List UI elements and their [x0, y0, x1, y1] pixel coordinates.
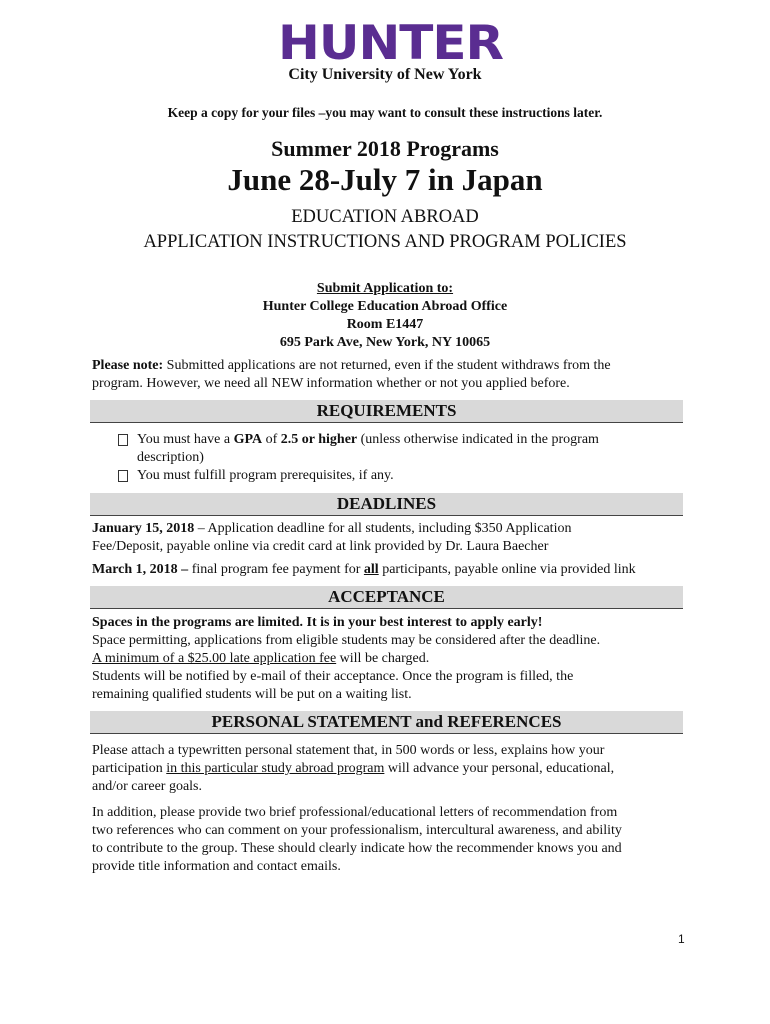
bullet-box-icon	[118, 470, 128, 482]
bullet-box-icon	[118, 434, 128, 446]
application-instructions-heading: APPLICATION INSTRUCTIONS AND PROGRAM POLICIES	[143, 232, 627, 252]
personal-statement-paragraph	[92, 742, 682, 796]
ps-line-2-post: will advance your personal, educational,	[384, 761, 615, 776]
ps-line-3: and/or career goals.	[92, 779, 202, 794]
ref-line-4: provide title information and contact emails.	[92, 859, 341, 874]
please-note-paragraph	[92, 357, 682, 393]
personal-statement-header: PERSONAL STATEMENT and REFERENCES	[90, 711, 683, 734]
deadline-2-text: final program fee payment for	[188, 562, 364, 577]
university-subtitle: City University of New York	[288, 66, 482, 83]
ref-line-3: to contribute to the group. These should clearly indicate how the recommender knows you and	[92, 841, 622, 856]
requirements-header: REQUIREMENTS	[90, 400, 683, 423]
acceptance-line-2: Space permitting, applications from eligible students may be considered after the deadline.	[92, 633, 601, 648]
deadline-1-text-2: Fee/Deposit, payable online via credit card at link provided by Dr. Laura Baecher	[92, 539, 549, 554]
deadline-2-text-post: participants, payable online via provided link	[378, 562, 636, 577]
hunter-logo: HUNTER	[278, 15, 504, 71]
late-fee-text: A minimum of a $25.00 late application fee	[92, 651, 337, 666]
submit-heading: Submit Application to:	[316, 281, 454, 296]
office-address: 695 Park Ave, New York, NY 10065	[279, 335, 491, 350]
deadline-2-all: all	[363, 562, 379, 577]
ps-line-2-underlined: in this particular study abroad program	[166, 761, 385, 776]
note-label: Please note:	[92, 358, 164, 373]
req-text: You must have a	[137, 432, 234, 447]
acceptance-line-4: Students will be notified by e-mail of their acceptance. Once the program is filled, the	[92, 669, 574, 684]
deadline-1-text: – Application deadline for all students, including $350 Application	[194, 521, 572, 536]
acceptance-bold-line: Spaces in the programs are limited. It is in your best interest to apply early!	[92, 615, 543, 630]
education-abroad-heading: EDUCATION ABROAD	[291, 207, 479, 227]
note-text-1: Submitted applications are not returned, even if the student withdraws from the	[163, 358, 611, 373]
requirement-prerequisites	[118, 467, 658, 485]
deadlines-header: DEADLINES	[90, 493, 683, 516]
req-text-post: (unless otherwise indicated in the program	[357, 432, 599, 447]
keep-copy-note: Keep a copy for your files –you may want to consult these instructions later.	[167, 105, 603, 120]
ps-line-2-pre: participation	[92, 761, 167, 776]
ref-line-1: In addition, please provide two brief professional/educational letters of recommendation from	[92, 805, 618, 820]
office-room: Room E1447	[346, 317, 424, 332]
acceptance-header: ACCEPTANCE	[90, 586, 683, 609]
late-fee-post: will be charged.	[336, 651, 430, 666]
deadline-2-date: March 1, 2018 –	[92, 562, 189, 577]
deadline-1-date: January 15, 2018	[92, 521, 195, 536]
deadline-january	[92, 520, 682, 556]
submit-address-block	[0, 280, 770, 352]
note-text-2: program. However, we need all NEW information whether or not you applied before.	[92, 376, 570, 391]
ref-line-2: two references who can comment on your professionalism, intercultural awareness, and ability	[92, 823, 622, 838]
req-gpa-value: 2.5 or higher	[280, 432, 358, 447]
requirement-gpa	[118, 431, 658, 467]
req-text-line2: description)	[137, 450, 204, 465]
references-paragraph	[92, 804, 682, 876]
program-season-title: Summer 2018 Programs	[271, 136, 499, 161]
req-of: of	[262, 432, 281, 447]
page-number: 1	[678, 932, 685, 946]
office-name: Hunter College Education Abroad Office	[262, 299, 508, 314]
program-dates-title: June 28-July 7 in Japan	[227, 162, 543, 197]
deadline-march	[92, 561, 692, 579]
acceptance-paragraph	[92, 614, 682, 704]
ps-line-1: Please attach a typewritten personal statement that, in 500 words or less, explains how your	[92, 743, 605, 758]
req-gpa: GPA	[233, 432, 263, 447]
acceptance-line-5: remaining qualified students will be put on a waiting list.	[92, 687, 412, 702]
req-prereq-text: You must fulfill program prerequisites, if any.	[137, 468, 394, 483]
